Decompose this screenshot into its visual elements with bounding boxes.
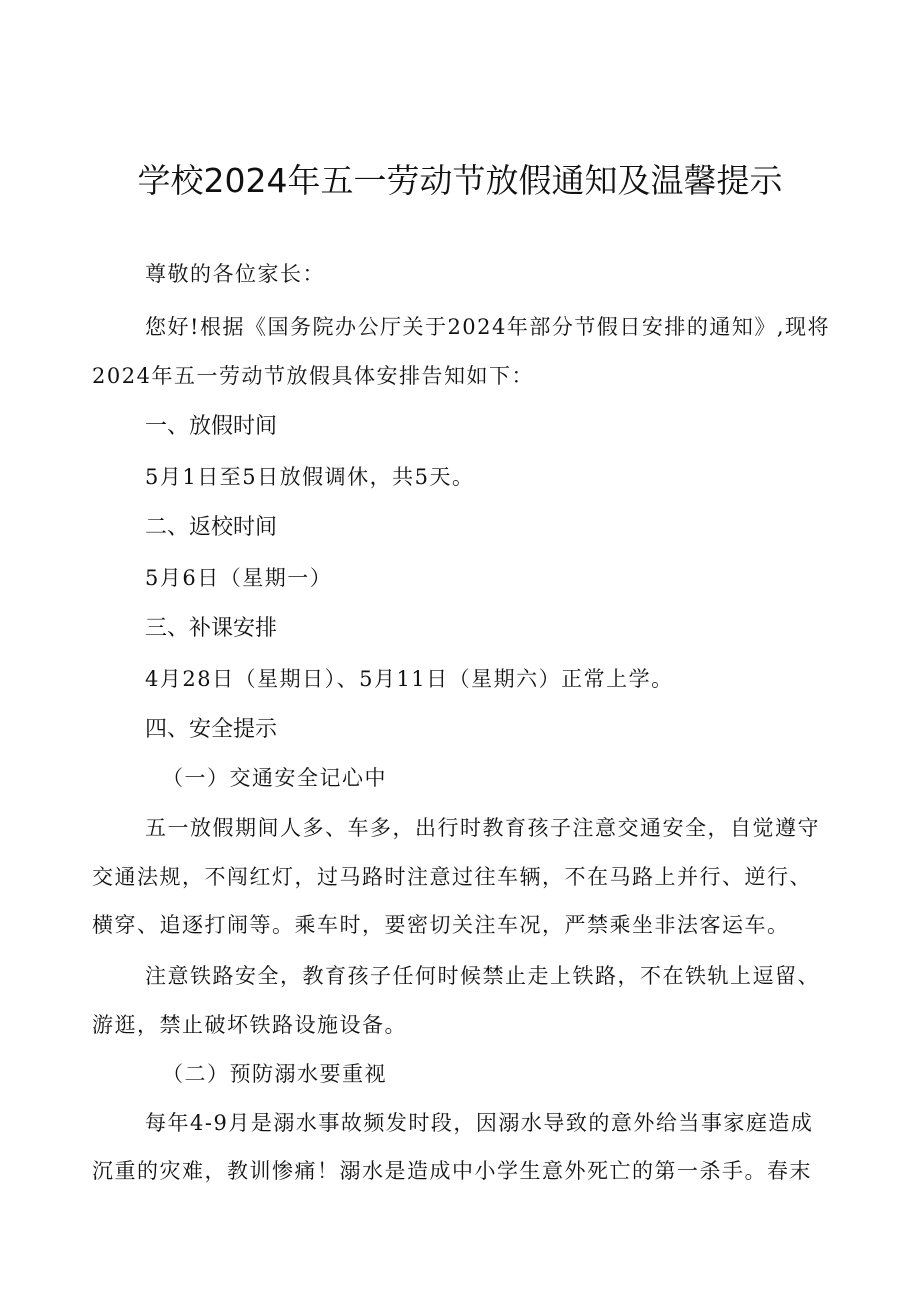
traffic-paragraph-line-3: 横穿、追逐打闹等。乘车时，要密切关注车况，严禁乘坐非法客运车。 xyxy=(92,913,790,937)
railway-paragraph-line-1: 注意铁路安全，教育孩子任何时候禁止走上铁路，不在铁轨上逗留、 xyxy=(145,964,820,988)
section-text-holiday-time: 5月1日至5日放假调休，共5天。 xyxy=(145,465,475,489)
section-heading-return-time: 二、返校时间 xyxy=(145,515,278,540)
railway-paragraph-line-2: 游逛，禁止破坏铁路设施设备。 xyxy=(92,1013,407,1037)
subsection-heading-drowning-prevention: （二）预防溺水要重视 xyxy=(162,1062,387,1086)
drowning-paragraph-line-1: 每年4-9月是溺水事故频发时段，因溺水导致的意外给当事家庭造成 xyxy=(145,1111,814,1135)
intro-line-2: 2024年五一劳动节放假具体安排告知如下： xyxy=(92,364,534,388)
document-title: 学校2024年五一劳动节放假通知及温馨提示 xyxy=(137,161,783,200)
intro-line-1: 您好!根据《国务院办公厅关于2024年部分节假日安排的通知》,现将 xyxy=(145,315,831,339)
section-heading-safety-tips: 四、安全提示 xyxy=(145,717,278,742)
section-text-makeup-classes: 4月28日（星期日）、5月11日（星期六）正常上学。 xyxy=(145,667,674,691)
traffic-paragraph-line-2: 交通法规，不闯红灯，过马路时注意过往车辆，不在马路上并行、逆行、 xyxy=(92,865,812,889)
section-text-return-time: 5月6日（星期一） xyxy=(145,566,333,590)
section-heading-makeup-classes: 三、补课安排 xyxy=(145,616,278,641)
drowning-paragraph-line-2: 沉重的灾难，教训惨痛！溺水是造成中小学生意外死亡的第一杀手。春末 xyxy=(92,1159,812,1183)
section-heading-holiday-time: 一、放假时间 xyxy=(145,414,278,439)
traffic-paragraph-line-1: 五一放假期间人多、车多，出行时教育孩子注意交通安全，自觉遵守 xyxy=(145,816,820,840)
salutation: 尊敬的各位家长： xyxy=(145,262,325,286)
subsection-heading-traffic-safety: （一）交通安全记心中 xyxy=(162,766,387,790)
